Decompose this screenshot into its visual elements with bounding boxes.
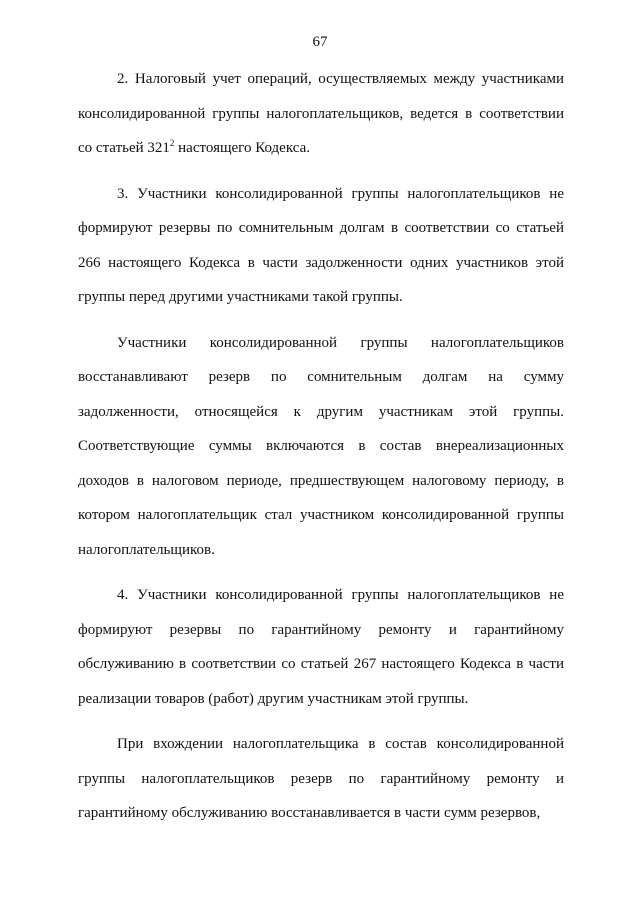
paragraph-item-4: 4. Участники консолидированной группы налогоплательщиков не формируют резервы по гарантийному ремонту и гарантийному обслуживанию в соответствии со статьей 267 настоящего Кодекса в части реализации товаров (работ) другим участникам этой группы. <box>78 587 564 707</box>
superscript-number: 2 <box>169 138 175 148</box>
paragraph-item-3: 3. Участники консолидированной группы налогоплательщиков не формируют резервы по сомнительным долгам в соответствии со статьей 266 настоящего Кодекса в части задолженности одних участников этой группы перед другими участниками такой группы. <box>78 185 564 305</box>
paragraph-group-entry: При вхождении налогоплательщика в состав консолидированной группы налогоплательщиков резерв по гарантийному ремонту и гарантийному обслуживанию восстанавливается в части сумм резервов, <box>78 736 564 821</box>
paragraph-reserve-restoration: Участники консолидированной группы налогоплательщиков восстанавливают резерв по сомнительным долгам на сумму задолженности, относящейся к другим участникам этой группы. Соответствующие суммы включаются в состав внереализационных доходов в налоговом периоде, предшествующем налоговому периоду, в котором налогоплательщик стал участником консолидированной группы налогоплательщиков. <box>78 334 564 558</box>
paragraph-text: 2. Налоговый учет операций, осуществляемых между участниками консолидированной группы налогоплательщиков, ведется в соответствии со статьей 321 <box>78 71 564 156</box>
paragraph-text: настоящего Кодекса. <box>174 140 310 156</box>
paragraph-item-2 <box>78 62 564 166</box>
body-text <box>78 62 564 842</box>
page-number: 67 <box>312 34 328 50</box>
